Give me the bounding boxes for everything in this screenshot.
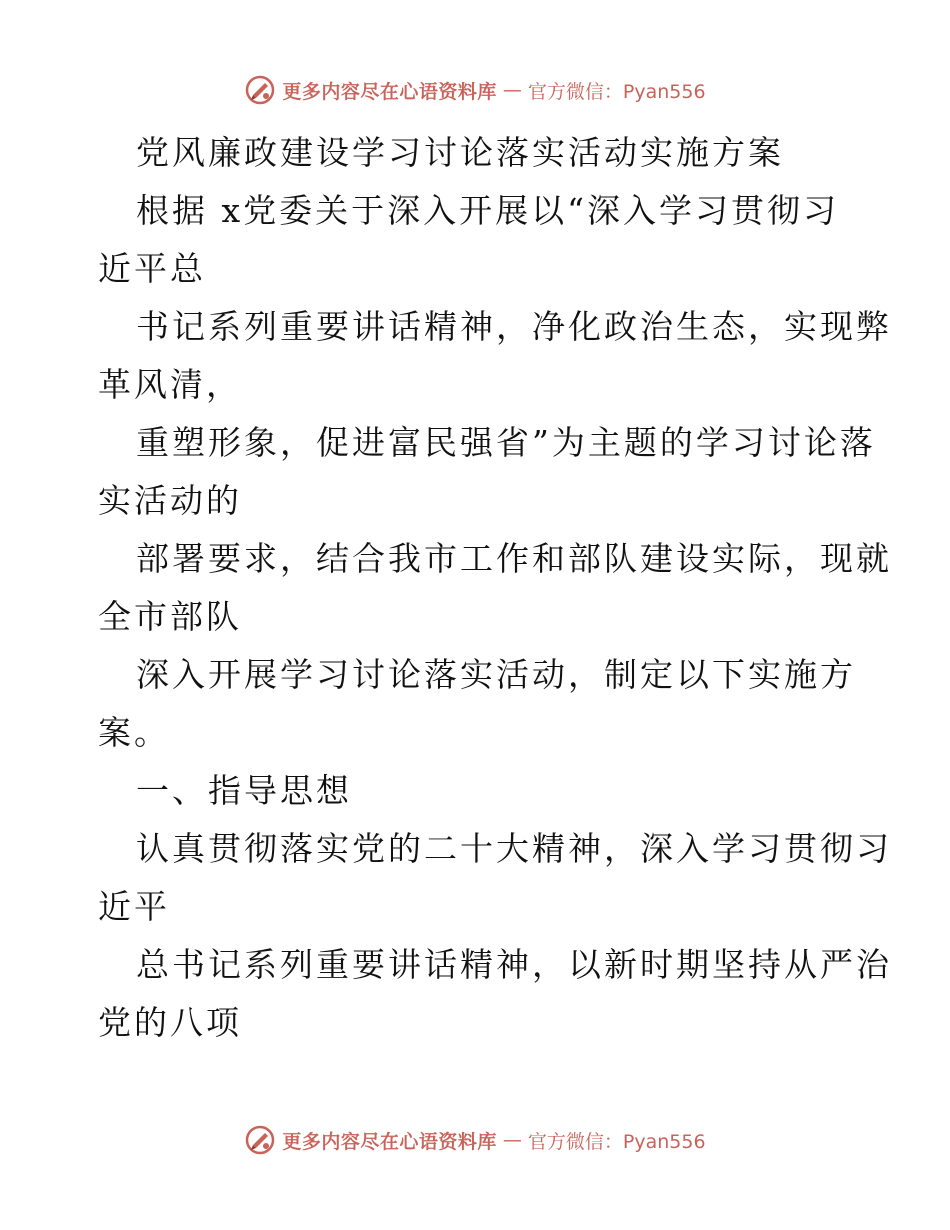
paragraph-line: 认真贯彻落实党的二十大精神，深入学习贯彻习 — [136, 829, 892, 868]
paragraph-line: 深入开展学习讨论落实活动，制定以下实施方 — [136, 655, 856, 694]
banner-separator: — — [502, 1129, 522, 1151]
banner-separator: — — [502, 79, 522, 101]
banner-wechat-text: 官方微信：Pyan556 — [527, 1130, 706, 1153]
section-heading: 一、指导思想 — [136, 771, 352, 810]
paragraph-line: 书记系列重要讲话精神，净化政治生态，实现弊 — [136, 307, 892, 346]
paragraph-line: 部署要求，结合我市工作和部队建设实际，现就 — [136, 539, 892, 578]
paragraph-line: 总书记系列重要讲话精神，以新时期坚持从严治 — [136, 945, 892, 984]
pen-seal-icon — [244, 1124, 276, 1156]
banner-wechat-text: 官方微信：Pyan556 — [527, 80, 706, 103]
paragraph-line: 近平 — [98, 887, 170, 926]
paragraph-line: 革风清， — [98, 365, 242, 404]
paragraph-line: 重塑形象，促进富民强省”为主题的学习讨论落 — [136, 423, 876, 462]
banner-main-text: 更多内容尽在心语资料库 — [282, 1130, 497, 1153]
document-body — [98, 124, 892, 1052]
document-title: 党风廉政建设学习讨论落实活动实施方案 — [136, 133, 784, 172]
paragraph-line: 党的八项 — [98, 1003, 242, 1042]
header-banner — [0, 72, 950, 108]
banner-main-text: 更多内容尽在心语资料库 — [282, 80, 497, 103]
paragraph-line: 根据 x党委关于深入开展以“深入学习贯彻习 — [136, 191, 839, 230]
pen-seal-icon — [244, 74, 276, 106]
paragraph-line: 实活动的 — [98, 481, 242, 520]
paragraph-line: 近平总 — [98, 249, 206, 288]
paragraph-line: 案。 — [98, 713, 170, 752]
footer-banner — [0, 1122, 950, 1158]
paragraph-line: 全市部队 — [98, 597, 242, 636]
